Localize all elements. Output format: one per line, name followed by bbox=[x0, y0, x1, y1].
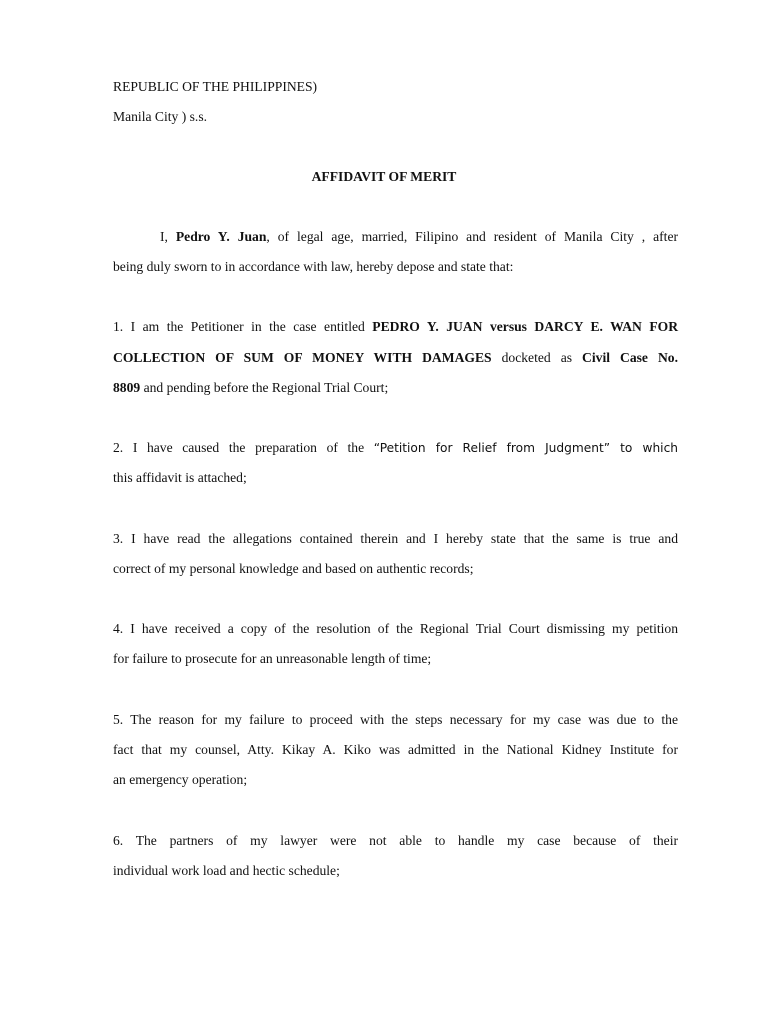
venue-line-1: REPUBLIC OF THE PHILIPPINES) bbox=[113, 79, 318, 94]
para-5-line-2: fact that my counsel, Atty. Kikay A. Kiko was admitted in the National Kidney Institute for bbox=[113, 742, 678, 757]
para-3-line-2: correct of my personal knowledge and based on authentic records; bbox=[113, 561, 474, 576]
para-2-line-1: 2. I have caused the preparation of the “Petition for Relief from Judgment” to which bbox=[113, 440, 678, 455]
affiant-name: Pedro Y. Juan bbox=[175, 229, 267, 244]
para-1-line-3: 8809 and pending before the Regional Trial Court; bbox=[113, 380, 389, 395]
para-5-line-3: an emergency operation; bbox=[113, 772, 248, 787]
para-4-line-1: 4. I have received a copy of the resolution of the Regional Trial Court dismissing my petition bbox=[113, 621, 678, 636]
para-5-line-1: 5. The reason for my failure to proceed with the steps necessary for my case was due to the bbox=[113, 712, 678, 727]
para-2-line-2: this affidavit is attached; bbox=[113, 470, 247, 485]
para-3-line-1: 3. I have read the allegations contained therein and I hereby state that the same is true and bbox=[113, 531, 678, 546]
para-6-line-2: individual work load and hectic schedule; bbox=[113, 863, 340, 878]
intro-line-2: being duly sworn to in accordance with law, hereby depose and state that: bbox=[113, 259, 514, 274]
venue-line-2: Manila City ) s.s. bbox=[113, 109, 208, 124]
para-1-line-2: COLLECTION OF SUM OF MONEY WITH DAMAGES docketed as Civil Case No. bbox=[113, 350, 678, 365]
para-4-line-2: for failure to prosecute for an unreasonable length of time; bbox=[113, 651, 432, 666]
para-1-line-1: 1. I am the Petitioner in the case entitled PEDRO Y. JUAN versus DARCY E. WAN FOR bbox=[113, 319, 679, 334]
para-6-line-1: 6. The partners of my lawyer were not able to handle my case because of their bbox=[113, 833, 678, 848]
intro-line-1: I, Pedro Y. Juan, of legal age, married, Filipino and resident of Manila City , after bbox=[160, 229, 679, 244]
document-title: AFFIDAVIT OF MERIT bbox=[311, 169, 457, 184]
